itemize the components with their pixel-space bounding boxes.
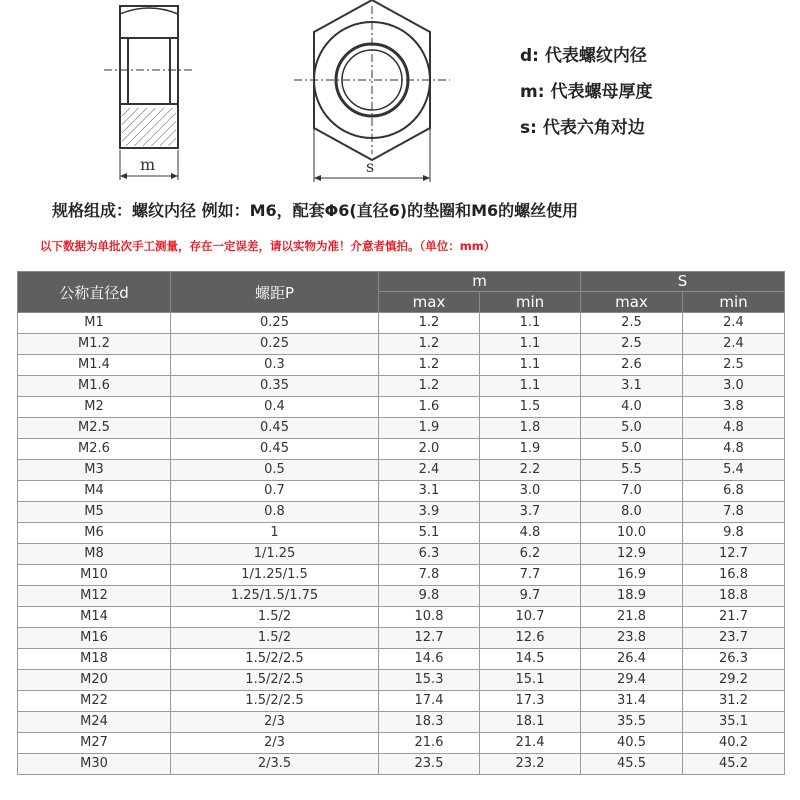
cell-s-max: 29.4 [581, 670, 683, 691]
cell-m-min: 1.1 [480, 334, 581, 355]
cell-m-max: 21.6 [379, 733, 480, 754]
table-body [18, 313, 785, 775]
cell-m-min: 1.5 [480, 397, 581, 418]
spec-description: 规格组成：螺纹内径 例如：M6，配套Φ6(直径6)的垫圈和M6的螺丝使用 [52, 201, 579, 220]
cell-nominal: M10 [18, 565, 171, 586]
cell-s-min: 29.2 [683, 670, 785, 691]
cell-nominal: M3 [18, 460, 171, 481]
cell-pitch: 0.35 [171, 376, 379, 397]
cell-s-max: 18.9 [581, 586, 683, 607]
legend-text: 代表螺纹内径 [544, 46, 647, 66]
table-row [18, 439, 785, 460]
cell-m-min: 3.0 [480, 481, 581, 502]
cell-pitch: 1/1.25/1.5 [171, 565, 379, 586]
cell-s-min: 23.7 [683, 628, 785, 649]
cell-s-max: 21.8 [581, 607, 683, 628]
table-row [18, 502, 785, 523]
cell-s-min: 21.7 [683, 607, 785, 628]
cell-pitch: 1/1.25 [171, 544, 379, 565]
cell-nominal: M14 [18, 607, 171, 628]
cell-m-min: 1.8 [480, 418, 581, 439]
cell-s-min: 5.4 [683, 460, 785, 481]
cell-m-min: 9.7 [480, 586, 581, 607]
cell-m-max: 1.2 [379, 355, 480, 376]
dimension-m-label: m [140, 155, 156, 174]
cell-pitch: 2/3.5 [171, 754, 379, 775]
cell-pitch: 0.45 [171, 439, 379, 460]
header-nominal-diameter: 公称直径d [18, 272, 171, 313]
legend-row-d [520, 38, 780, 74]
cell-s-max: 40.5 [581, 733, 683, 754]
cell-s-max: 5.0 [581, 418, 683, 439]
cell-pitch: 1.5/2/2.5 [171, 691, 379, 712]
table-row [18, 670, 785, 691]
cell-m-max: 9.8 [379, 586, 480, 607]
cell-m-max: 17.4 [379, 691, 480, 712]
legend-sep: : [537, 82, 545, 102]
cell-m-max: 5.1 [379, 523, 480, 544]
legend-sep: : [530, 118, 537, 138]
legend-key: m [520, 82, 538, 102]
cell-pitch: 1.5/2/2.5 [171, 649, 379, 670]
cell-m-max: 1.6 [379, 397, 480, 418]
table-row [18, 754, 785, 775]
cell-nominal: M20 [18, 670, 171, 691]
cell-pitch: 1.5/2 [171, 628, 379, 649]
table-row [18, 649, 785, 670]
header-s-min: min [683, 292, 785, 313]
cell-s-min: 2.4 [683, 334, 785, 355]
table-row [18, 733, 785, 754]
nut-top-view [294, 0, 450, 182]
legend-key: d [520, 46, 533, 66]
header-m-max: max [379, 292, 480, 313]
legend-sep: : [532, 46, 539, 66]
table-row [18, 334, 785, 355]
cell-pitch: 0.25 [171, 334, 379, 355]
cell-s-max: 10.0 [581, 523, 683, 544]
cell-s-min: 9.8 [683, 523, 785, 544]
table-row [18, 607, 785, 628]
cell-m-min: 4.8 [480, 523, 581, 544]
cell-nominal: M30 [18, 754, 171, 775]
cell-s-max: 16.9 [581, 565, 683, 586]
cell-m-min: 1.1 [480, 376, 581, 397]
cell-m-min: 1.1 [480, 313, 581, 334]
cell-pitch: 0.25 [171, 313, 379, 334]
table-row [18, 712, 785, 733]
cell-m-max: 1.2 [379, 334, 480, 355]
cell-m-min: 21.4 [480, 733, 581, 754]
cell-s-max: 31.4 [581, 691, 683, 712]
cell-m-min: 17.3 [480, 691, 581, 712]
cell-pitch: 0.4 [171, 397, 379, 418]
cell-s-min: 3.0 [683, 376, 785, 397]
cell-s-min: 2.5 [683, 355, 785, 376]
header-m: m [379, 272, 581, 292]
cell-s-max: 2.5 [581, 334, 683, 355]
cell-m-min: 2.2 [480, 460, 581, 481]
cell-nominal: M24 [18, 712, 171, 733]
cell-nominal: M2 [18, 397, 171, 418]
cell-s-max: 35.5 [581, 712, 683, 733]
cell-s-min: 4.8 [683, 418, 785, 439]
cell-m-max: 12.7 [379, 628, 480, 649]
cell-nominal: M12 [18, 586, 171, 607]
cell-s-min: 18.8 [683, 586, 785, 607]
cell-s-min: 31.2 [683, 691, 785, 712]
cell-m-max: 2.0 [379, 439, 480, 460]
cell-m-min: 1.9 [480, 439, 581, 460]
table-row [18, 313, 785, 334]
cell-pitch: 1.25/1.5/1.75 [171, 586, 379, 607]
cell-s-min: 6.8 [683, 481, 785, 502]
legend-text: 代表螺母厚度 [550, 82, 653, 102]
cell-pitch: 2/3 [171, 712, 379, 733]
header-s-max: max [581, 292, 683, 313]
cell-nominal: M1.2 [18, 334, 171, 355]
cell-pitch: 0.7 [171, 481, 379, 502]
cell-s-min: 4.8 [683, 439, 785, 460]
cell-s-min: 16.8 [683, 565, 785, 586]
cell-m-min: 6.2 [480, 544, 581, 565]
table-row [18, 418, 785, 439]
cell-m-max: 1.2 [379, 313, 480, 334]
legend-key: s [520, 118, 531, 138]
cell-m-min: 14.5 [480, 649, 581, 670]
cell-m-max: 6.3 [379, 544, 480, 565]
nut-side-view [104, 6, 194, 180]
cell-s-max: 26.4 [581, 649, 683, 670]
cell-s-min: 26.3 [683, 649, 785, 670]
cell-nominal: M1 [18, 313, 171, 334]
cell-nominal: M5 [18, 502, 171, 523]
cell-m-min: 7.7 [480, 565, 581, 586]
cell-m-max: 14.6 [379, 649, 480, 670]
cell-s-max: 2.6 [581, 355, 683, 376]
table-row [18, 586, 785, 607]
table-row [18, 544, 785, 565]
cell-pitch: 1 [171, 523, 379, 544]
table-row [18, 460, 785, 481]
cell-nominal: M1.6 [18, 376, 171, 397]
cell-m-max: 7.8 [379, 565, 480, 586]
cell-nominal: M4 [18, 481, 171, 502]
cell-m-max: 2.4 [379, 460, 480, 481]
cell-m-max: 1.9 [379, 418, 480, 439]
cell-s-max: 2.5 [581, 313, 683, 334]
cell-pitch: 1.5/2 [171, 607, 379, 628]
cell-m-min: 15.1 [480, 670, 581, 691]
cell-nominal: M2.6 [18, 439, 171, 460]
cell-s-max: 3.1 [581, 376, 683, 397]
cell-s-max: 5.0 [581, 439, 683, 460]
cell-m-max: 18.3 [379, 712, 480, 733]
table-row [18, 397, 785, 418]
cell-pitch: 2/3 [171, 733, 379, 754]
legend-text: 代表六角对边 [542, 118, 645, 138]
table-row [18, 355, 785, 376]
dimension-s-label: s [366, 157, 375, 176]
cell-s-max: 5.5 [581, 460, 683, 481]
legend-row-m [520, 74, 780, 110]
cell-nominal: M8 [18, 544, 171, 565]
cell-m-max: 1.2 [379, 376, 480, 397]
cell-pitch: 1.5/2/2.5 [171, 670, 379, 691]
cell-pitch: 0.5 [171, 460, 379, 481]
cell-m-max: 3.9 [379, 502, 480, 523]
cell-s-max: 7.0 [581, 481, 683, 502]
dimension-legend [520, 38, 780, 146]
table-row [18, 523, 785, 544]
legend-row-s [520, 110, 780, 146]
cell-pitch: 0.45 [171, 418, 379, 439]
cell-s-max: 23.8 [581, 628, 683, 649]
cell-m-max: 23.5 [379, 754, 480, 775]
cell-nominal: M18 [18, 649, 171, 670]
header-s: S [581, 272, 785, 292]
cell-pitch: 0.8 [171, 502, 379, 523]
nut-spec-table [17, 271, 785, 775]
cell-s-max: 8.0 [581, 502, 683, 523]
cell-s-min: 2.4 [683, 313, 785, 334]
header-m-min: min [480, 292, 581, 313]
cell-s-max: 45.5 [581, 754, 683, 775]
cell-nominal: M22 [18, 691, 171, 712]
cell-m-min: 12.6 [480, 628, 581, 649]
cell-nominal: M2.5 [18, 418, 171, 439]
cell-s-min: 45.2 [683, 754, 785, 775]
cell-m-min: 18.1 [480, 712, 581, 733]
cell-s-max: 4.0 [581, 397, 683, 418]
cell-m-max: 3.1 [379, 481, 480, 502]
cell-s-min: 35.1 [683, 712, 785, 733]
table-row [18, 691, 785, 712]
cell-m-min: 3.7 [480, 502, 581, 523]
table-row [18, 481, 785, 502]
cell-s-min: 40.2 [683, 733, 785, 754]
table-header-row [18, 272, 785, 292]
cell-m-max: 10.8 [379, 607, 480, 628]
cell-nominal: M27 [18, 733, 171, 754]
cell-s-min: 3.8 [683, 397, 785, 418]
cell-pitch: 0.3 [171, 355, 379, 376]
cell-m-min: 1.1 [480, 355, 581, 376]
cell-s-max: 12.9 [581, 544, 683, 565]
cell-nominal: M1.4 [18, 355, 171, 376]
cell-m-max: 15.3 [379, 670, 480, 691]
cell-nominal: M6 [18, 523, 171, 544]
cell-m-min: 23.2 [480, 754, 581, 775]
cell-m-min: 10.7 [480, 607, 581, 628]
table-row [18, 565, 785, 586]
measurement-notice: 以下数据为单批次手工测量，存在一定误差，请以实物为准！介意者慎拍。（单位：mm） [40, 239, 496, 253]
cell-s-min: 12.7 [683, 544, 785, 565]
header-pitch: 螺距P [171, 272, 379, 313]
table-row [18, 628, 785, 649]
cell-s-min: 7.8 [683, 502, 785, 523]
table-row [18, 376, 785, 397]
cell-nominal: M16 [18, 628, 171, 649]
